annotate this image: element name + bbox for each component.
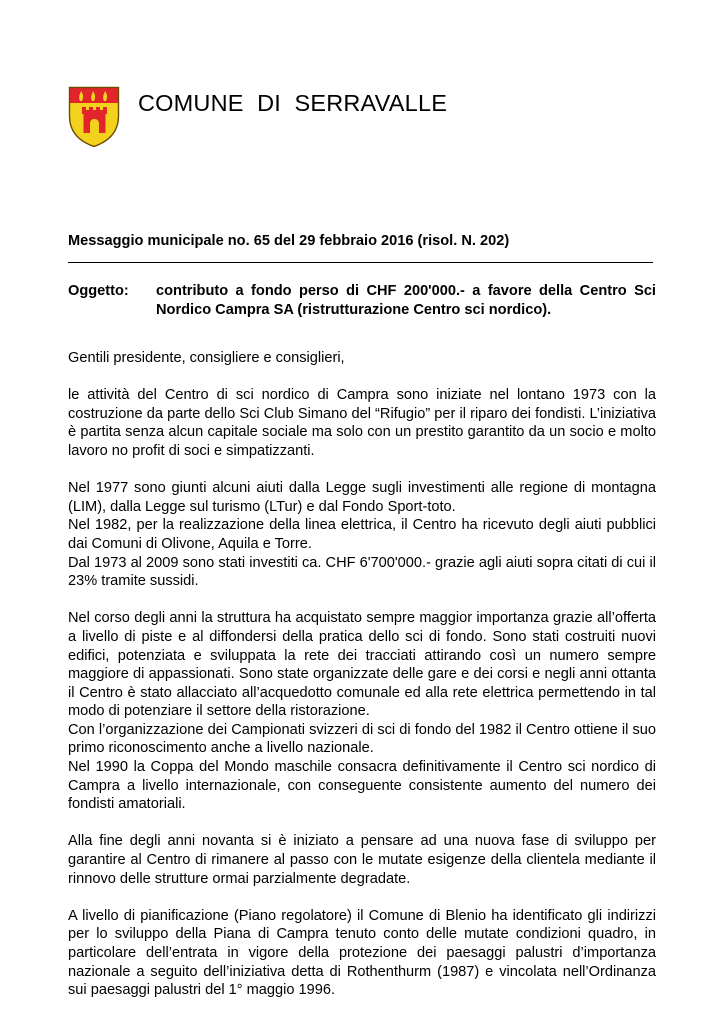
subject-block	[68, 282, 656, 319]
paragraph-planning: A livello di pianificazione (Piano regolatore) il Comune di Blenio ha identificato gli indirizzi per lo sviluppo della Piana di Campra tenuto conto delle mutate condizioni quadro, in particolare dell’entrata in vigore della protezione dei paesaggi palustri d’importanza nazionale a seguito dell’iniziativa detta di Rothenthurm (1987) e vincolata nell’Ordinanza sui paesaggi palustri del 1° maggio 1996.	[68, 907, 656, 999]
paragraph-history: le attività del Centro di sci nordico di Campra sono iniziate nel lontano 1973 con la costruzione da parte dello Sci Club Simano del “Rifugio” per il riparo dei fondisti. L’iniziativa è partita senza alcun capitale sociale ma solo con un prestito garantito da un socio e molto lavoro no profit di soci e simpatizzanti.	[68, 387, 656, 459]
subject-label: Oggetto:	[68, 283, 129, 299]
subject-text: contributo a fondo perso di CHF 200'000.- a favore della Centro Sci Nordico Campra SA (ristrutturazione Centro sci nordico).	[156, 283, 656, 318]
message-title: Messaggio municipale no. 65 del 29 febbraio 2016 (risol. N. 202)	[68, 233, 510, 249]
letter-body	[68, 349, 656, 1018]
title-divider	[68, 262, 653, 263]
paragraph-renewal: Alla fine degli anni novanta si è iniziato a pensare ad una nuova fase di sviluppo per garantire al Centro di rimanere al passo con le mutate esigenze della clientela mediante il rinnovo delle strutture ormai parzialmente degradate.	[68, 833, 656, 887]
coat-of-arms-icon	[68, 86, 120, 148]
paragraph-funding: Nel 1977 sono giunti alcuni aiuti dalla Legge sugli investimenti alle regione di montagna (LIM), dalla Legge sul turismo (LTur) e dal Fondo Sport-toto. Nel 1982, per la realizzazione della linea elettrica, il Centro ha ricevuto degli aiuti pubblici dai Comuni di Olivone, Aquila e Torre. Dal 1973 al 2009 sono stati investiti ca. CHF 6'700'000.- grazie agli aiuti sopra citati di cui il 23% tramite sussidi.	[68, 480, 656, 590]
municipality-name: COMUNE DI SERRAVALLE	[138, 90, 448, 116]
letterhead	[68, 86, 668, 148]
greeting: Gentili presidente, consigliere e consiglieri,	[68, 350, 345, 366]
paragraph-development: Nel corso degli anni la struttura ha acquistato sempre maggior importanza grazie all’offerta a livello di piste e al diffondersi della pratica dello sci di fondo. Sono stati costruiti nuovi edifici, potenziata e sviluppata la rete dei tracciati attirando così un numero sempre maggiore di appassionati. Sono state organizzate delle gare e dei corsi e negli anni ottanta il Centro è stato allacciato all’acquedotto comunale ed alla rete elettrica permettendo in tal modo di potenziare il settore della ristorazione. Con l’organizzazione dei Campionati svizzeri di sci di fondo del 1982 il Centro ottiene il suo primo riconoscimento anche a livello nazionale. Nel 1990 la Coppa del Mondo maschile consacra definitivamente il Centro sci nordico di Campra a livello internazionale, con conseguente consistente aumento del numero dei fondisti amatoriali.	[68, 610, 656, 813]
